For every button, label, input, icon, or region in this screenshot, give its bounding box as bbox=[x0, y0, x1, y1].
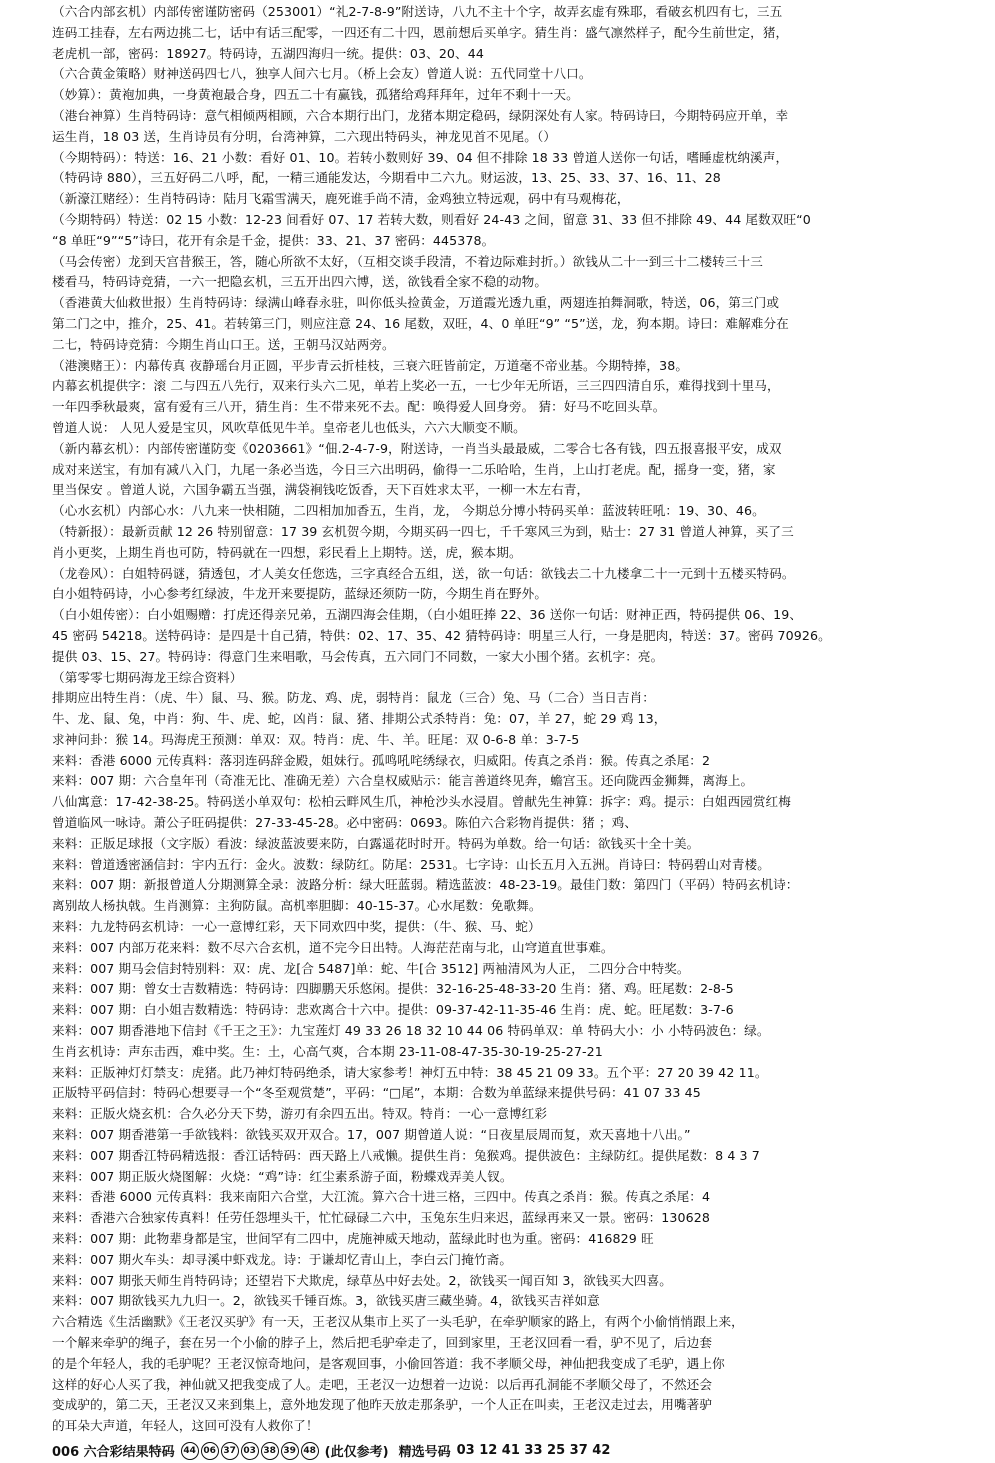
text-line: （新内幕玄机）：内部传密谨防变《0203661》“佃.2-4-7-9，附送诗，一肖当头最最威，二零合七各有钱，四五报喜报平安，成双 bbox=[52, 440, 782, 456]
text-line: （妙算）：黄袍加典，一身黄袍最合身，四五二十有赢钱，孤猪给鸡拜拜年，过年不剩十一天。 bbox=[52, 87, 579, 103]
text-line: （六合黄金策略）财神送码四七八，独享人间六七月。（桥上会友）曾道人说：五代同堂十八口。 bbox=[52, 66, 592, 82]
text-line: 内幕玄机提供字：滚 二与四五八先行，双来行头六二见，单若上奖必一五，一七少年无所语，三三四四清自乐，难得找到十里马， bbox=[52, 378, 780, 394]
text-line: （马会传密）龙到天宫昔猴王，答，随心所欲不太好，（互相交谈手段清，不着边际难封折。）欲钱从二十一到三十二楼转三十三 bbox=[52, 253, 763, 269]
text-line: 的耳朵大声道，年轻人，这回可没有人救你了！ bbox=[52, 1418, 319, 1434]
result-ball: 03 bbox=[241, 1442, 259, 1460]
text-line: 生肖玄机诗：声东击西，难中奖。生：土，心高气爽，合本期 23-11-08-47-35-30-19-25-27-21 bbox=[52, 1043, 603, 1059]
result-ball: 44 bbox=[181, 1442, 199, 1460]
text-line: 曾道临风一咏诗。萧公子旺码提供：27-33-45-28。必中密码：0693。陈伯六合彩物肖提供：猪 ；鸡、 bbox=[52, 815, 638, 831]
text-line: 运生肖，18 03 送，生肖诗员有分明，台湾神算，二六现出特码头，神龙见首不见尾。（） bbox=[52, 128, 557, 144]
text-line: （六合内部玄机）内部传密谨防密码（253001）“礼2-7-8-9”附送诗，八九不主十个字，故弄玄虚有殊耶，看破玄机四有七，三五 bbox=[52, 4, 783, 19]
text-line: 来料：正版火烧玄机：合久必分天下势，游刃有余四五出。特双。特肖：一心一意博红彩 bbox=[52, 1106, 548, 1122]
text-line: 来料：正版神灯灯禁支：虎猪。此乃神灯特码绝杀，请大家参考！神灯五中特：38 45 21 09 33。五个平：27 20 39 42 11。 bbox=[52, 1064, 768, 1080]
text-line: （特码诗 880），三五好码二八呼，配，一精三通能发达，今期看中二六九。财运波，13、25、33、37、16、11、28 bbox=[52, 170, 721, 186]
text-line: （香港黄大仙救世报）生肖特码诗：绿满山峰春永驻，叫你低头捡黄金，万道霞光透九重，两翅连拍舞洞歌，特送，06，第三门或 bbox=[52, 295, 780, 311]
text-line: 来料：007 期：曾女士吉数精选：特码诗：四脚鹏天乐悠闲。提供：32-16-25-48-33-20 生肖：猪、鸡。旺尾数：2-8-5 bbox=[52, 981, 734, 997]
text-line: 来料：正版足球报（文字版）看波：绿波蓝波要来防，白露遥花时时开。特码为单数。给一句话：欲钱买十全十美。 bbox=[52, 835, 700, 851]
result-balls bbox=[181, 1442, 319, 1460]
text-line: 牛、龙、鼠、兔，中肖：狗、牛、虎、蛇，凶肖：鼠、猪、排期公式杀特肖：兔：07，羊 27，蛇 29 鸡 13， bbox=[52, 711, 667, 727]
text-line: 提供 03、15、27。特码诗：得意门生来唱歌，马会传真，五六同门不同数，一家大小围个猪。玄机字：亮。 bbox=[52, 648, 664, 664]
text-line: 来料：香港六合独家传真料！任劳任怨埋头干，忙忙碌碌二六中，玉兔东生归来迟，蓝绿再来又一景。密码：130628 bbox=[52, 1210, 710, 1226]
text-line: 白小姐特码诗，小心参考红绿波，牛龙开来要提防，蓝绿还须防一防，今期生肖在野外。 bbox=[52, 586, 548, 602]
text-line: 一年四季秋最爽，富有爱有三八开，猜生肖：生不带来死不去。配：唤得爱人回身旁。 猜：好马不吃回头草。 bbox=[52, 399, 666, 415]
text-line: 老虎机一部，密码：18927。特码诗，五湖四海归一统。提供：03、20、44 bbox=[52, 45, 484, 61]
text-line: 来料：007 期正版火烧图解：火烧：“鸡”诗：红尘素系游子面，粉蝶戏弄美人钗。 bbox=[52, 1168, 513, 1184]
text-line: （港澳赌王）：内幕传真 夜静瑶台月正圆，平步青云折桂枝，三衰六旺皆前定，万道毫不帝业基。今期特捧，38。 bbox=[52, 357, 689, 373]
text-line: 成对来送宝，有加有减八入门，九尾一条必当选，今日三六出明码，偷得一二乐哈哈，生肖，上山打老虎。配，摇身一变，猪，家 bbox=[52, 461, 776, 477]
text-line: 来料：香港 6000 元传真料：落羽连码辞金殿，姐妹行。孤鸣吼咤绣绿衣，归威阳。传真之杀肖：猴。传真之杀尾：2 bbox=[52, 752, 711, 768]
text-line: （特新报）：最新贡献 12 26 特别留意：17 39 玄机贺今期，今期买码一四七，千千寒风三为到，贴士：27 31 曾道人神算，买了三 bbox=[52, 523, 794, 539]
text-line: 曾道人说： 人见人爱是宝贝，风吹草低见牛羊。皇帝老儿也低头，六六大顺变不顺。 bbox=[52, 419, 526, 435]
text-line: 连码工挂春，左右两边挑二七，话中有话三配零，一四还有二十四，恩前想后买单字。猜生肖：盛气凛然样子，配今生前世定，猪， bbox=[52, 24, 789, 40]
text-line: 求神问卦：猴 14。玛海虎王预测：单双：双。特肖：虎、牛、羊。旺尾：双 0-6-8 单：3-7-5 bbox=[52, 731, 580, 747]
text-line: （白小姐传密）：白小姐赐赠：打虎还得亲兄弟，五湖四海会佳期，（白小姐旺捧 22、36 送你一句话：财神正西，特码提供 06、19、 bbox=[52, 607, 803, 623]
text-line: （龙卷风）：白姐特码谜，猜透包，才人美女任您选，三字真经合五组，送，欲一句话：欲钱去二十九楼拿二十一元到十五楼买特码。 bbox=[52, 565, 795, 581]
text-line: 楼看马，特码诗竞猜，一六一把隐玄机，三五开出四六博，送，欲钱看全家不稳的动物。 bbox=[52, 274, 548, 290]
text-line: （今期特码）：特送：16、21 小数：看好 01、10。若转小数则好 39、04 但不排除 18 33 曾道人送你一句话，嗜睡虚枕纳溪声， bbox=[52, 149, 789, 165]
text-line: 来料：香港 6000 元传真料：我来南阳六合堂，大江流。算六合十进三格，三四中。传真之杀肖：猴。传真之杀尾：4 bbox=[52, 1189, 711, 1205]
text-line: 二七，特码诗竞猜：今期生肖山口王。送，王朝马汉站两旁。 bbox=[52, 336, 395, 352]
text-line: 的是个年轻人，我的毛驴呢？王老汉惊奇地问，是客观回事，小偷回答道：我不孝顺父母，神仙把我变成了毛驴，遇上你 bbox=[52, 1355, 725, 1371]
text-line: “8 单旺“9”“5”诗曰，花开有余是千金，提供：33、21、37 密码：445378。 bbox=[52, 232, 495, 248]
picks-numbers: 03 12 41 33 25 37 42 bbox=[456, 1443, 611, 1459]
text-line: 来料：九龙特码玄机诗：一心一意博红彩，天下同欢四中奖，提供：（牛、猴、马、蛇） bbox=[52, 919, 541, 935]
text-line: 来料：007 期张天师生肖特码诗；还望岩下犬欺虎，绿草丛中好去处。2，欲钱买一闻百知 3，欲钱买大四喜。 bbox=[52, 1272, 672, 1288]
text-line: 来料：007 内部万花来料：数不尽六合玄机，道不完今日出特。人海茫茫南与北，山穹道直世事难。 bbox=[52, 939, 614, 955]
text-line: （今期特码）特送：02 15 小数：12-23 间看好 07、17 若转大数，则看好 24-43 之间，留意 31、33 但不排除 49、44 尾数双旺“0 bbox=[52, 211, 811, 227]
result-prefix: 006 六合彩结果特码 bbox=[52, 1445, 175, 1461]
text-line: 这样的好心人买了我，神仙就又把我变成了人。走吧，王老汉一边想着一边说：以后再孔洞能不孝顺父母了，不然还会 bbox=[52, 1376, 713, 1392]
text-line: （新濠江赌经）：生肖特码诗：陆月飞霜雪满天，鹿死谁手尚不清，金鸡独立特远观，码中有马观梅花， bbox=[52, 191, 630, 207]
text-line: 肖小更奖，上期生肖也可防，特码就在一四想，彩民看上上期特。送，虎，猴本期。 bbox=[52, 544, 522, 560]
text-line: 来料：007 期：白小姐吉数精选：特码诗：悲欢离合十六中。提供：09-37-42-11-35-46 生肖：虎、蛇。旺尾数：3-7-6 bbox=[52, 1002, 734, 1018]
text-line: （第零零七期码海龙王综合资料） bbox=[52, 669, 243, 685]
result-ball: 38 bbox=[261, 1442, 279, 1460]
text-line: 来料：曾道透密涵信封：宇内五行：金火。波数：绿防红。防尾：2531。七字诗：山长五月入五洲。肖诗曰：特码碧山对青楼。 bbox=[52, 856, 770, 872]
picks-label: 精选号码 bbox=[398, 1445, 451, 1461]
text-line: 一个解来牵驴的绳子，套在另一个小偷的脖子上，然后把毛驴牵走了，回到家里，王老汉回看一看，驴不见了，后边套 bbox=[52, 1335, 713, 1350]
result-note: (此仅参考) bbox=[324, 1445, 389, 1461]
text-line: 里当保安 。曾道人说，六国争霸五当强，满袋裥钱吃饭香，天下百姓求太平，一柳一木左右青， bbox=[52, 482, 590, 498]
text-line: 第二门之中，推介，25、41。若转第三门，则应注意 24、16 尾数，双旺，4、0 单旺“9” “5”送，龙，狗本期。诗曰：难解难分在 bbox=[52, 315, 789, 331]
text-line: 45 密码 54218。送特码诗：是四是十自己猜，特供：02、17、35、42 猜特码诗：明星三人行，一身是肥肉，特送：37。密码 70926。 bbox=[52, 627, 831, 643]
text-line: 来料：007 期：此物辈身都是宝，世间罕有二四中，虎施神威天地动，蓝绿此时也为重。密码：416829 旺 bbox=[52, 1231, 654, 1247]
text-line: 排期应出特生肖：（虎、牛）鼠、马、猴。防龙、鸡、虎，弱特肖：鼠龙（三合）兔、马（二合）当日吉肖： bbox=[52, 690, 655, 706]
result-footer bbox=[52, 1439, 981, 1463]
text-line: 来料：007 期：新报曾道人分期测算全录：波路分析：绿大旺蓝弱。精选蓝波：48-23-19。最佳门数：第四门（平码）特码玄机诗： bbox=[52, 877, 799, 893]
text-line: 来料：007 期香港地下信封《千王之王》：九宝莲灯 49 33 26 18 32 10 44 06 特码单双：单 特码大小：小 小特码波色：绿。 bbox=[52, 1023, 770, 1039]
text-line: 来料：007 期香江特码精选报：香江话特码：西天路上八戒懒。提供生肖：兔猴鸡。提供波色：主绿防红。提供尾数：8 4 3 7 bbox=[52, 1147, 760, 1163]
text-line: 来料：007 期欲钱买九九归一。2，欲钱买千锤百炼。3，欲钱买唐三藏坐骑。4，欲钱买吉祥如意 bbox=[52, 1293, 600, 1309]
text-line: 六合精选《生活幽默》《王老汉买驴》有一天，王老汉从集市上买了一头毛驴，在牵驴顺家的路上，有两个小偷悄悄跟上来， bbox=[52, 1314, 744, 1330]
document-body bbox=[52, 2, 981, 1437]
result-ball: 06 bbox=[201, 1442, 219, 1460]
result-ball: 48 bbox=[301, 1442, 319, 1460]
text-line: 来料：007 期香港第一手欲钱料：欲钱买双开双合。17，007 期曾道人说：“日夜星辰周而复，欢天喜地十八出。” bbox=[52, 1127, 691, 1143]
text-line: 离别故人杨执戟。生肖测算：主狗防鼠。高机率胆脚：40-15-37。心水尾数：免歌舞。 bbox=[52, 898, 542, 914]
result-ball: 39 bbox=[281, 1442, 299, 1460]
text-line: 来料：007 期火车头：却寻溪中虾戏龙。诗：于谦却忆青山上，李白云门掩竹斋。 bbox=[52, 1251, 513, 1267]
text-line: 来料：007 期：六合皇年刊（奇准无比、准确无差）六合皇权威贴示：能言善道终见奔，蟾宫玉。还向陇西金狮舞，离海上。 bbox=[52, 773, 754, 789]
text-line: 来料：007 期马会信封特别料：双：虎、龙[合 5487]单：蛇、牛[合 3512] 两袖清风为人正， 二四分合中特奖。 bbox=[52, 960, 690, 976]
result-ball: 37 bbox=[221, 1442, 239, 1460]
text-line: 变成驴的，第二天，王老汉又来到集上，意外地发现了他昨天放走那条驴，一个人正在叫卖，王老汉走过去，用嘴著驴 bbox=[52, 1397, 713, 1413]
text-line: 正版特平码信封：特码心想要寻一个“冬至观赏楚”，平码：“□尾”，本期：合数为单蓝绿来提供号码：41 07 33 45 bbox=[52, 1085, 701, 1101]
text-line: （心水玄机）内部心水：八九来一快相随，二四相加加香五，生肖，龙， 今期总分博小特码买单：蓝波转旺吼：19、30、46。 bbox=[52, 503, 765, 519]
text-line: （港台神算）生肖特码诗：意气相倾两相顾，六合本期行出门，龙猪本期定稳码，绿阴深处有人家。特码诗曰，今期特码应开单，幸 bbox=[52, 107, 789, 123]
text-line: 八仙寓意：17-42-38-25。特码送小单双句：松柏云畔风生爪，神枪沙头水浸眉。曾献先生神算：拆字：鸡。提示：白姐西园赏红梅 bbox=[52, 794, 791, 810]
